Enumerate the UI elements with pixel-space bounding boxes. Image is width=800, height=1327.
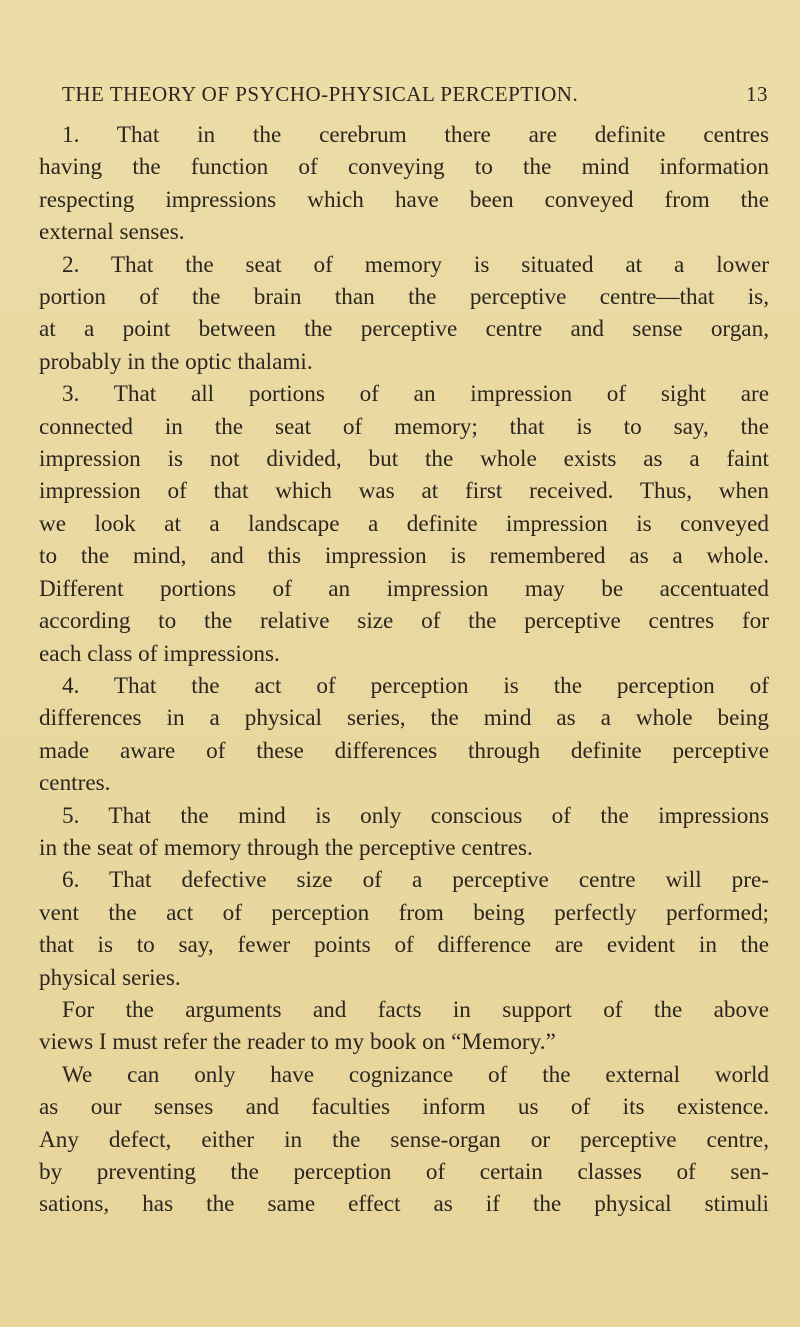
text-line: Any defect, either in the sense-organ or perceptive centre,: [39, 1126, 769, 1153]
paragraph-2: [39, 249, 769, 379]
text-line: 2. That the seat of memory is situated at a lower: [62, 251, 769, 278]
paragraph-8: [39, 1059, 769, 1221]
text-line: sations, has the same effect as if the physical stimuli: [39, 1191, 769, 1218]
text-line: differences in a physical series, the mind as a whole being: [39, 705, 769, 732]
running-head: [62, 82, 768, 112]
paragraph-5: [39, 800, 769, 865]
text-line: probably in the optic thalami.: [39, 348, 313, 375]
text-line: we look at a landscape a definite impression is conveyed: [39, 510, 769, 537]
text-line: Different portions of an impression may be accentuated: [39, 575, 769, 602]
text-line: 1. That in the cerebrum there are definite centres: [62, 122, 769, 148]
paragraph-4: [39, 670, 769, 800]
paragraph-1: [39, 119, 769, 249]
running-title: THE THEORY OF PSYCHO-PHYSICAL PERCEPTION.: [62, 82, 579, 106]
text-line: respecting impressions which have been conveyed from the: [39, 186, 769, 213]
text-line: physical series.: [39, 964, 181, 991]
text-line: impression of that which was at first received. Thus, when: [39, 478, 769, 505]
text-line: impression is not divided, but the whole exists as a faint: [39, 446, 769, 473]
text-line: vent the act of perception from being perfectly performed;: [39, 899, 769, 926]
page-number: 13: [746, 82, 768, 106]
text-line: external senses.: [39, 219, 185, 246]
text-line: 5. That the mind is only conscious of the impressions: [62, 802, 769, 829]
paragraph-7: [39, 994, 769, 1059]
paragraph-3: [39, 378, 769, 670]
paragraph-6: [39, 864, 769, 994]
text-line: 6. That defective size of a perceptive centre will pre-: [62, 867, 769, 894]
text-line: portion of the brain than the perceptive centre—that is,: [39, 284, 769, 311]
text-line: We can only have cognizance of the external world: [62, 1061, 769, 1088]
text-line: centres.: [39, 770, 111, 797]
text-line: For the arguments and facts in support of the above: [62, 996, 769, 1023]
text-line: each class of impressions.: [39, 640, 280, 667]
text-line: 3. That all portions of an impression of sight are: [62, 381, 769, 408]
text-line: as our senses and faculties inform us of its existence.: [39, 1094, 769, 1121]
text-line: made aware of these differences through definite perceptive: [39, 737, 769, 764]
text-line: in the seat of memory through the perceptive centres.: [39, 834, 533, 861]
text-line: that is to say, fewer points of difference are evident in the: [39, 932, 769, 959]
text-line: views I must refer the reader to my book on “Memory.”: [39, 1029, 556, 1056]
text-line: according to the relative size of the perceptive centres for: [39, 608, 769, 635]
text-line: to the mind, and this impression is remembered as a whole.: [39, 543, 769, 570]
text-line: 4. That the act of perception is the perception of: [62, 672, 769, 699]
text-line: having the function of conveying to the mind information: [39, 154, 769, 181]
text-line: by preventing the perception of certain classes of sen-: [39, 1159, 769, 1185]
body-text: [39, 119, 769, 1221]
text-line: connected in the seat of memory; that is to say, the: [39, 413, 769, 440]
text-line: at a point between the perceptive centre and sense organ,: [39, 316, 769, 343]
